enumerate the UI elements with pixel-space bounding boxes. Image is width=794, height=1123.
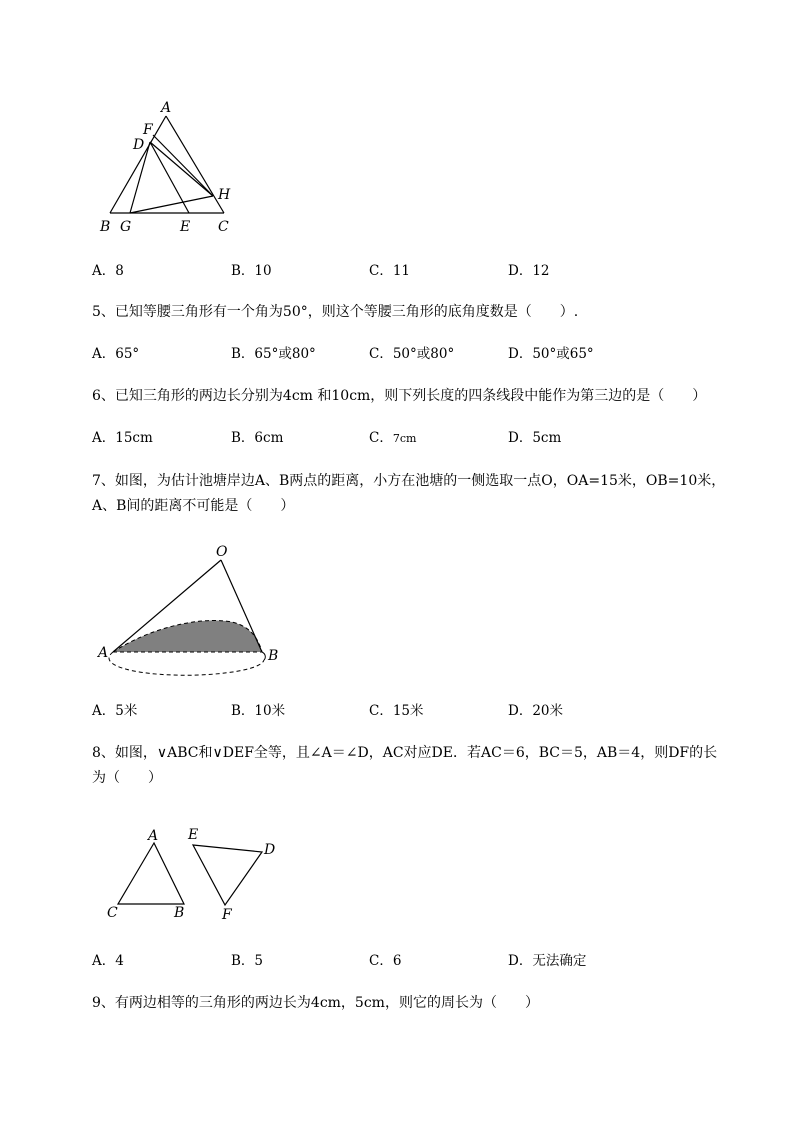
q5-option-c[interactable]: C．50°或80° xyxy=(369,346,455,362)
q8-label-f: F xyxy=(222,907,232,922)
q8-label-a: A xyxy=(148,828,159,844)
q4-option-a[interactable]: A．8 xyxy=(92,263,124,279)
fig4-label-e: E xyxy=(180,219,191,235)
q7-option-c[interactable]: C．15米 xyxy=(369,703,424,719)
q7-option-d[interactable]: D．20米 xyxy=(508,703,564,719)
fig4-line-ab xyxy=(110,116,166,213)
fig4-label-g: G xyxy=(120,219,132,235)
q7-stem-line2: A、B间的距离不可能是（ ） xyxy=(92,498,295,514)
fig4-line-dh xyxy=(150,142,213,196)
q7-option-a[interactable]: A．5米 xyxy=(92,703,138,719)
q8-figure xyxy=(100,822,290,922)
fig4-label-d: D xyxy=(133,137,145,153)
q7-pond-outline xyxy=(109,652,264,675)
q4-option-b[interactable]: B．10 xyxy=(231,263,272,279)
q8-label-c: C xyxy=(107,905,118,921)
fig4-line-ac xyxy=(166,116,224,213)
q6-option-d[interactable]: D．5cm xyxy=(508,430,562,446)
q7-option-b[interactable]: B．10米 xyxy=(231,703,286,719)
q7-pond-shaded xyxy=(113,620,262,652)
q4-option-d[interactable]: D．12 xyxy=(508,263,550,279)
q6-stem: 6、已知三角形的两边长分别为4cm 和10cm，则下列长度的四条线段中能作为第三边的是（ ） xyxy=(92,388,707,404)
q8-option-a[interactable]: A．4 xyxy=(92,953,124,969)
q7-stem-line1: 7、如图，为估计池塘岸边A、B两点的距离，小方在池塘的一侧选取一点O，OA=15米，OB=10米， xyxy=(92,473,726,489)
q4-option-c[interactable]: C．11 xyxy=(369,263,411,279)
fig4-label-h: H xyxy=(218,187,231,203)
q8-option-b[interactable]: B．5 xyxy=(231,953,264,969)
q7-label-o: O xyxy=(216,544,228,560)
fig4-label-c: C xyxy=(218,219,229,235)
q8-label-d: D xyxy=(264,842,276,858)
q6-option-a[interactable]: A．15cm xyxy=(92,430,153,446)
q5-option-b[interactable]: B．65°或80° xyxy=(231,346,316,362)
q8-stem-line2: 为（ ） xyxy=(92,770,162,786)
q4-figure xyxy=(90,95,260,240)
q5-option-d[interactable]: D．50°或65° xyxy=(508,346,594,362)
q7-pond-edge xyxy=(262,652,265,660)
fig4-label-a: A xyxy=(161,100,172,116)
q8-label-e: E xyxy=(188,827,199,843)
q6-option-c[interactable]: C．7cm xyxy=(369,430,417,446)
fig4-line-gh xyxy=(130,196,213,213)
q6-option-b[interactable]: B．6cm xyxy=(231,430,284,446)
q5-stem: 5、已知等腰三角形有一个角为50°，则这个等腰三角形的底角度数是（ ）. xyxy=(92,304,579,320)
q9-stem: 9、有两边相等的三角形的两边长为4cm，5cm，则它的周长为（ ） xyxy=(92,995,539,1011)
q7-figure xyxy=(90,540,290,680)
q7-label-a: A xyxy=(98,645,109,661)
q8-triangle-def xyxy=(193,845,262,905)
q8-label-b: B xyxy=(174,905,185,921)
q7-label-b: B xyxy=(268,648,279,664)
q8-option-d[interactable]: D．无法确定 xyxy=(508,953,587,969)
q8-option-c[interactable]: C．6 xyxy=(369,953,402,969)
q8-stem-line1: 8、如图，∨ABC和∨DEF全等，且∠A＝∠D，AC对应DE．若AC＝6，BC＝5，AB＝4，则DF的长 xyxy=(92,745,718,761)
fig4-label-b: B xyxy=(100,219,111,235)
q5-option-a[interactable]: A．65° xyxy=(92,346,140,362)
q8-triangle-abc xyxy=(118,843,184,904)
fig4-label-f: F xyxy=(143,122,153,138)
